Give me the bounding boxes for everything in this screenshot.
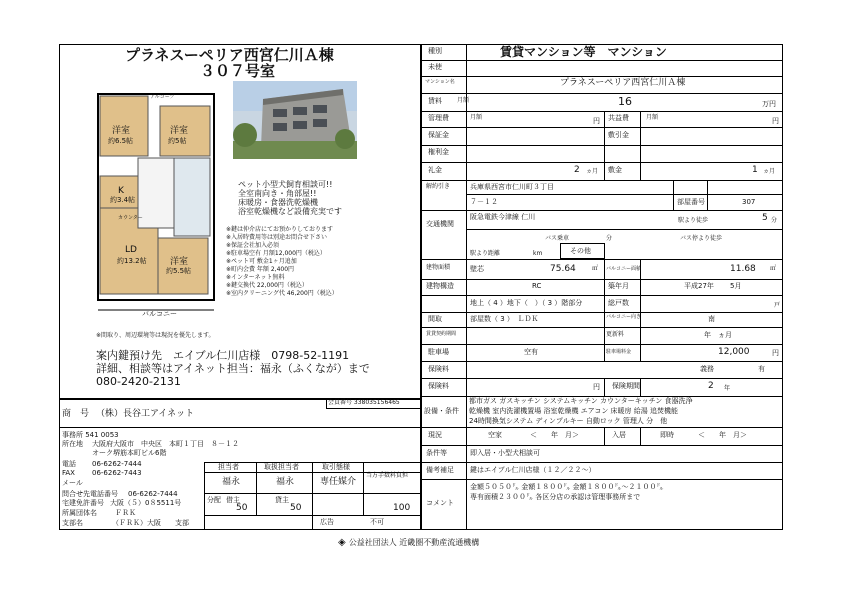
gimu-value: 有 bbox=[758, 365, 765, 373]
parking-unit: 円 bbox=[772, 349, 779, 357]
kyoeki-note: 月額 bbox=[646, 114, 659, 121]
balcony-label: バルコニー bbox=[142, 310, 177, 318]
notes-list bbox=[226, 227, 338, 297]
note-item: ※ペット可 敷金1ヶ月追加 bbox=[226, 258, 297, 265]
walk-unit: 分 bbox=[771, 217, 778, 224]
note-item: ※インターネット無料 bbox=[226, 274, 285, 281]
inquiry-label: 問合せ先電話番号 bbox=[62, 490, 118, 498]
shikibiki-label: 敷引金 bbox=[608, 131, 629, 139]
rent-unit: 万円 bbox=[762, 100, 776, 108]
kyoeki-yen: 円 bbox=[772, 117, 779, 125]
floors-value: 地上（ 4 ）地下（ ）（ 3 ）階部分 bbox=[470, 299, 583, 307]
property-name: プラネスーペリア西宮仁川Ａ棟 bbox=[125, 46, 334, 64]
genkyo-label: 現況 bbox=[428, 431, 442, 439]
fax-label: FAX bbox=[62, 469, 75, 477]
ad-label: 広告 bbox=[320, 518, 334, 526]
setsubi-line-3: 24時間換気システム ディンプルキー 自動ロック 管理人 分 他 bbox=[469, 417, 668, 425]
footer bbox=[338, 537, 479, 548]
joken-value: 即入居・小型犬相談可 bbox=[470, 449, 540, 457]
walk-minutes: 5 bbox=[762, 213, 768, 223]
footer-text: 公益社団法人 近畿圏不動産流通機構 bbox=[348, 537, 480, 547]
renew-label: 更新料 bbox=[606, 331, 625, 338]
madori-label: 間取 bbox=[428, 315, 442, 323]
kind-label: 未使 bbox=[428, 63, 442, 71]
bus-ride: バス乗車 bbox=[545, 235, 570, 242]
madori-value: 部屋数（ 3 ） ＬＤＫ bbox=[470, 315, 539, 323]
balcony-dir-label: バルコニー向き bbox=[606, 314, 642, 320]
kaiyaku-label: 解約引き bbox=[426, 183, 451, 190]
area-type: 壁芯 bbox=[470, 265, 484, 273]
branch-label: 支部名 bbox=[62, 519, 83, 527]
room-number: ３０７号室 bbox=[200, 62, 276, 80]
company-label: 商 号 bbox=[62, 409, 90, 419]
units-label: 総戸数 bbox=[608, 299, 629, 307]
area-label: 建物面積 bbox=[426, 264, 451, 271]
nyukyo-label: 入居 bbox=[612, 431, 626, 439]
mansion-label: マンション名 bbox=[425, 79, 455, 85]
kanri-label: 管理費 bbox=[428, 114, 449, 122]
tanto-header: 取引態様 bbox=[322, 463, 350, 471]
parking-label: 駐車場 bbox=[428, 348, 449, 356]
note-item: ※保証会社加入必須 bbox=[226, 242, 280, 249]
branch-name: （ＦＲＫ）大阪 支部 bbox=[112, 519, 189, 527]
kenri-label: 権利金 bbox=[428, 148, 449, 156]
setsubi-line-2: 乾燥機 室内洗濯機置場 浴室乾燥機 エアコン 床暖房 給湯 追焚機能 bbox=[469, 407, 678, 415]
note-item: ※町内会費 年額 2,400円 bbox=[226, 266, 295, 273]
license: 事務所 541 0053 bbox=[62, 431, 119, 439]
tanto-header: 取扱担当者 bbox=[264, 463, 299, 471]
structure-value: RC bbox=[532, 282, 542, 290]
features-list bbox=[238, 181, 342, 216]
note-item: ※駐車場空有 月額12,000円（税込） bbox=[226, 250, 326, 257]
walk-label: 駅より徒歩 bbox=[678, 217, 709, 224]
kashi-percent: 50 bbox=[290, 503, 302, 513]
station: 阪急電鉄今津線 仁川 bbox=[470, 213, 536, 221]
inquiry-number: 06-6262-7444 bbox=[128, 490, 178, 498]
rent-value: 16 bbox=[618, 95, 632, 108]
biko-value: 鍵はエイブル仁川店様（１２／２２～） bbox=[470, 466, 596, 474]
shikikin-unit: ヵ月 bbox=[763, 168, 776, 175]
fax-number: 06-6262-7443 bbox=[92, 469, 142, 477]
building-photo bbox=[233, 81, 357, 159]
member-number: 会員番号 338035156465 bbox=[328, 399, 400, 406]
room-size: 約13.2帖 bbox=[117, 257, 147, 265]
kanri-yen: 円 bbox=[593, 117, 600, 125]
hoken-period: 2 bbox=[708, 381, 714, 391]
tel-label: 電話 bbox=[62, 460, 76, 468]
feature-item: 床暖房・食器洗乾燥機 bbox=[238, 198, 318, 207]
hoken-label: 保険料 bbox=[428, 365, 449, 373]
note-item: ※室内クリーニング代 46,200円（税込） bbox=[226, 290, 338, 297]
room-label: 洋室 bbox=[170, 126, 189, 136]
setsubi-line-1: 都市ガス ガスキッチン システムキッチン カウンターキッチン 食器洗浄 bbox=[469, 397, 693, 405]
bunpai-label: 分配 bbox=[207, 496, 221, 504]
hosho-label: 保証金 bbox=[428, 131, 449, 139]
bus-walk: バス停より徒歩 bbox=[680, 235, 723, 242]
room-size: 約3.4帖 bbox=[110, 196, 136, 204]
kari-percent: 50 bbox=[236, 503, 248, 513]
reg-label: 宅建免許番号 bbox=[62, 499, 104, 507]
address-line-1: 兵庫県西宮市仁川町３丁目 bbox=[470, 183, 554, 191]
room-size: 約6.5帖 bbox=[108, 137, 134, 145]
tanto-value: 専任媒介 bbox=[320, 477, 357, 487]
tanto-value: 福永 bbox=[276, 477, 295, 487]
hoken-period-label: 保険期間 bbox=[612, 382, 640, 390]
floorplan-note: ※間取り、周辺環境等は現況を優先します。 bbox=[96, 332, 215, 339]
area-value: 75.64 bbox=[550, 264, 576, 274]
tanto-header: 担当者 bbox=[218, 463, 239, 471]
reg-number: 大阪（５）0８5511号 bbox=[110, 499, 182, 507]
fee-percent: 100 bbox=[393, 503, 411, 513]
room-label: 洋室 bbox=[112, 126, 131, 136]
hoken-amount-label: 保険料 bbox=[428, 382, 449, 390]
room-label: LD bbox=[125, 245, 137, 255]
balcony-area-unit: ㎡ bbox=[770, 265, 777, 272]
room-no-label: 部屋番号 bbox=[677, 198, 705, 206]
tanto-header: 当方手数料負担 bbox=[366, 472, 409, 479]
note-item: ※鍵は仲介店にてお預かりしております bbox=[226, 226, 334, 233]
shikikin-value: 1 bbox=[752, 165, 758, 175]
type-value: 賃貸マンション等 マンション bbox=[500, 45, 667, 59]
contact-line-1: 案内鍵預け先 エイブル仁川店様 0798-52-1191 bbox=[96, 349, 350, 362]
parking-fee: 12,000 bbox=[718, 347, 750, 357]
comment-line-2: 専有面積２３００㌦ 各区分店の承認は管理事務所まで bbox=[470, 493, 641, 501]
balcony-area-value: 11.68 bbox=[730, 264, 756, 274]
structure-label: 建物構造 bbox=[426, 282, 454, 290]
shikikin-label: 敷金 bbox=[608, 166, 622, 174]
kanri-note: 月額 bbox=[470, 114, 483, 121]
room-label: K bbox=[118, 186, 124, 196]
parking-fee-label: 駐車場料金 bbox=[606, 349, 632, 355]
built-month: 5月 bbox=[730, 282, 742, 290]
company-name: （株）長谷工アイネット bbox=[96, 409, 195, 419]
comment-line-1: 金額５０５０㌦ 金額１８００㌦ 金額１８００㌦～２１００㌦ bbox=[470, 483, 664, 491]
company-address: 大阪府大阪市 中央区 本町１丁目 ８－１２ bbox=[92, 440, 239, 448]
address-line-2: ７－１２ bbox=[470, 198, 498, 206]
ad-value: 不可 bbox=[370, 518, 384, 526]
area-unit: ㎡ bbox=[592, 265, 599, 272]
assoc-name: ＦＲＫ bbox=[115, 509, 136, 517]
nyukyo-date: ＜ 年 月＞ bbox=[698, 431, 747, 439]
mansion-name: プラネスーペリア西宮仁川Ａ棟 bbox=[560, 78, 686, 88]
room-size: 約5帖 bbox=[168, 137, 187, 145]
gimu-label: 義務 bbox=[700, 365, 714, 373]
logo-icon: ◈ bbox=[338, 537, 346, 548]
comment-label: コメント bbox=[426, 499, 454, 507]
distance-label: 駅より距離 bbox=[470, 250, 501, 257]
km-unit: km bbox=[533, 250, 543, 257]
rent-label: 賃料 bbox=[428, 97, 442, 105]
transport-label: 交通機関 bbox=[426, 220, 454, 228]
room-label: 洋室 bbox=[170, 257, 189, 267]
feature-item: 全室南向き・角部屋!! bbox=[238, 189, 317, 198]
other-label: その他 bbox=[570, 247, 591, 255]
renew-value: 年 ヵ月 bbox=[704, 331, 732, 339]
mail-label: メール bbox=[62, 479, 83, 487]
note-item: ※鍵交換代 22,000円（税込） bbox=[226, 282, 308, 289]
balcony-dir-value: 南 bbox=[708, 315, 715, 323]
company-building: オーク堺筋本町ビル6階 bbox=[92, 449, 167, 457]
type-label: 種別 bbox=[428, 47, 442, 55]
nyukyo-value: 即時 bbox=[660, 431, 674, 439]
floor-plan bbox=[96, 88, 216, 328]
built-label: 築年月 bbox=[608, 282, 629, 290]
kyoeki-label: 共益費 bbox=[608, 114, 629, 122]
room-size: 約5.5帖 bbox=[166, 267, 192, 275]
bus-unit: 分 bbox=[606, 235, 613, 242]
hoken-yen: 円 bbox=[593, 383, 600, 391]
hoken-year: 年 bbox=[724, 385, 731, 392]
contract-label: 賃貸契約期間 bbox=[426, 331, 457, 337]
room-no-value: 307 bbox=[742, 198, 756, 206]
reikin-value: 2 bbox=[574, 165, 580, 175]
joken-label: 条件等 bbox=[426, 449, 447, 457]
contact-line-2: 詳細、相談等はアイネット担当：福永（ふくなが）まで bbox=[96, 362, 370, 375]
setsubi-label: 設備・条件 bbox=[424, 407, 459, 415]
biko-label: 備考補足 bbox=[426, 466, 454, 474]
rent-unit-label: 月額 bbox=[457, 97, 470, 104]
reikin-unit: ヵ月 bbox=[586, 168, 599, 175]
assoc-label: 所属団体名 bbox=[62, 509, 97, 517]
note-item: ※入居時費用等は別途お問合せ下さい bbox=[226, 234, 328, 241]
parking-value: 空有 bbox=[524, 348, 538, 356]
counter-label: カウンター bbox=[118, 215, 143, 221]
feature-item: ペット小型犬飼育相談可!! bbox=[238, 180, 333, 189]
units-unit: 戸 bbox=[774, 302, 781, 309]
address-label: 所在地 bbox=[62, 440, 83, 448]
feature-item: 浴室乾燥機など設備充実です bbox=[238, 207, 342, 216]
reikin-label: 礼金 bbox=[428, 166, 442, 174]
built-year: 平成27年 bbox=[684, 282, 714, 290]
genkyo-value: 空家 bbox=[488, 431, 502, 439]
contact-line-3: 080-2420-2131 bbox=[96, 375, 181, 388]
kari-label: 借主 bbox=[226, 496, 240, 504]
balcony-area-label: バルコニー面積 bbox=[606, 266, 642, 272]
kashi-label: 貸主 bbox=[275, 496, 289, 504]
genkyo-date: ＜ 年 月＞ bbox=[530, 431, 579, 439]
tanto-value: 福永 bbox=[222, 477, 241, 487]
tel-number: 06-6262-7444 bbox=[92, 460, 142, 468]
alcove-label: アルコーブ bbox=[150, 94, 175, 100]
